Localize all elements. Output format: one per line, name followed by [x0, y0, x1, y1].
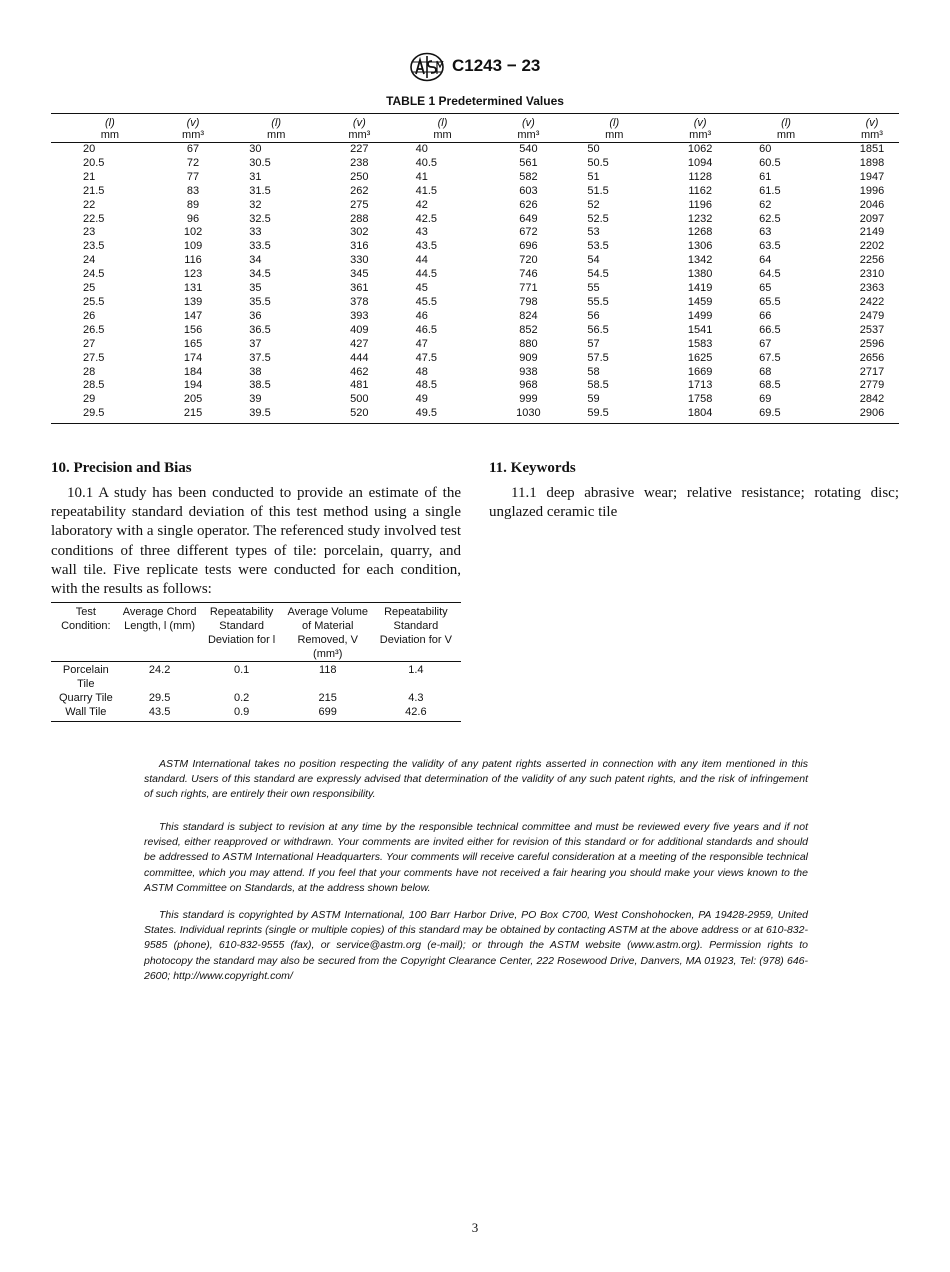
table1-cell: 626	[519, 198, 538, 211]
table-row	[51, 662, 461, 692]
table1-col-symbol: (l)	[727, 114, 845, 130]
revision-notice: This standard is subject to revision at any time by the responsible technical committee and must be reviewed every five years and if not revised, either reapproved or withdrawn. Your comments are invited either for revision of this standard or for additional standards and should be addressed to ASTM International Headquarters. Your comments will receive careful consideration at a meeting of the responsible technical committee, which you may attend. If you feel that your comments have not received a fair hearing you should make your views known to the ASTM Committee on Standards, at the address shown below.	[144, 821, 808, 894]
table1-cell: 49.5	[384, 407, 502, 423]
table1-cell: 63.5	[759, 240, 781, 253]
table1-cell: 250	[350, 170, 369, 183]
table2-header-cell: Average Chord Length, l (mm)	[121, 603, 199, 662]
table1-cell: 1804	[673, 407, 727, 423]
table1-cell: 1947	[859, 170, 885, 183]
table1-cell: 61.5	[759, 184, 781, 197]
table1-cell: 1459	[687, 295, 713, 308]
predetermined-values-table	[51, 113, 899, 424]
table1-cell: 42	[415, 198, 428, 211]
table1-cell: 36	[249, 309, 262, 322]
table-row	[51, 240, 899, 254]
table1-cell: 67	[759, 337, 772, 350]
table1-title: TABLE 1 Predetermined Values	[386, 94, 564, 108]
table1-cell: 37.5	[249, 351, 271, 364]
table1-cell: 540	[519, 143, 538, 155]
table1-cell: 720	[519, 254, 538, 267]
table1-cell: 165	[183, 337, 203, 350]
table1-cell: 1306	[687, 240, 713, 253]
table1-cell: 1851	[859, 143, 885, 155]
table1-cell: 2596	[859, 337, 885, 350]
table1-cell: 24	[83, 254, 96, 267]
table1-cell: 1625	[687, 351, 713, 364]
table1-cell: 68.5	[759, 379, 781, 392]
table1-cell: 1758	[687, 393, 713, 406]
table1-col-unit: mm	[51, 129, 169, 143]
table-row	[51, 143, 899, 157]
table2-cell: 0.1	[233, 664, 250, 676]
table1-cell: 109	[183, 240, 203, 253]
table1-cell: 184	[183, 365, 203, 378]
table-row	[51, 352, 899, 366]
table1-cell: 57.5	[587, 351, 609, 364]
table1-cell: 45	[415, 282, 428, 295]
table1-cell: 38.5	[249, 379, 271, 392]
table1-cell: 824	[519, 309, 538, 322]
table1-cell: 131	[183, 282, 203, 295]
section-10-heading: 10. Precision and Bias	[51, 460, 192, 476]
table1-cell: 89	[186, 198, 200, 211]
table1-cell: 59	[587, 393, 600, 406]
table2-header-cell: Test Condition:	[51, 603, 121, 662]
table1-col-unit: mm	[384, 129, 502, 143]
table1-cell: 852	[519, 323, 538, 336]
table1-col-unit: mm	[217, 129, 335, 143]
table1-cell: 672	[519, 226, 538, 239]
table1-cell: 44.5	[415, 268, 438, 281]
table1-cell: 66	[759, 309, 772, 322]
table1-cell: 2906	[845, 407, 899, 423]
table1-cell: 1380	[687, 268, 713, 281]
table1-col-symbol: (l)	[217, 114, 335, 130]
table1-cell: 116	[184, 254, 202, 267]
table1-cell: 238	[350, 156, 369, 169]
table1-cell: 54	[587, 254, 600, 267]
table1-cell: 2422	[859, 295, 885, 308]
section-10-paragraph: 10.1 A study has been conducted to provide an estimate of the repeatability standard deviation of this test method using a single laboratory with a single operator. The referenced study involved test conditions of three different types of tile: porcelain, quarry, and wall tile. Five replicate tests were conducted for each condition, with the results as follows:	[51, 485, 461, 598]
table-row	[51, 338, 899, 352]
table1-cell: 262	[350, 184, 369, 197]
table2-header-row	[51, 603, 461, 662]
table2-cell: 0.2	[233, 692, 250, 704]
table1-col-symbol: (v)	[673, 114, 727, 130]
table1-cell: 54.5	[587, 268, 609, 281]
table1-cell: 56.5	[587, 323, 609, 336]
table-row	[51, 254, 899, 268]
table2-cell: 29.5	[148, 692, 171, 704]
table1-cell: 46	[415, 309, 428, 322]
table1-cell: 45.5	[415, 295, 438, 308]
table1-cell: 51	[587, 170, 600, 183]
table1-unit-row	[51, 129, 899, 143]
table1-col-symbol: (v)	[501, 114, 555, 130]
table1-cell: 1232	[687, 212, 713, 225]
table2-header-cell: Repeatability Standard Deviation for l	[199, 603, 285, 662]
table1-cell: 77	[186, 170, 200, 183]
table1-cell: 603	[519, 184, 538, 197]
table1-cell: 69	[759, 393, 772, 406]
table1-cell: 462	[350, 365, 369, 378]
table1-cell: 58	[587, 365, 600, 378]
table1-col-symbol: (l)	[51, 114, 169, 130]
table1-cell: 393	[350, 309, 369, 322]
table1-col-unit: mm	[727, 129, 845, 143]
table1-cell: 23	[83, 226, 96, 239]
table1-col-unit: mm³	[169, 129, 218, 143]
table1-cell: 39	[249, 393, 262, 406]
table1-cell: 69.5	[727, 407, 845, 423]
table1-cell: 44	[415, 254, 428, 267]
table1-col-unit: mm³	[501, 129, 555, 143]
table1-cell: 40.5	[415, 156, 438, 169]
table1-cell: 62	[759, 198, 772, 211]
table1-cell: 316	[350, 240, 369, 253]
precision-results-table	[51, 602, 461, 722]
table1-col-unit: mm³	[845, 129, 899, 143]
table1-cell: 38	[249, 365, 262, 378]
table1-cell: 1162	[688, 184, 712, 197]
table1-cell: 36.5	[249, 323, 271, 336]
table1-cell: 174	[183, 351, 203, 364]
table1-cell: 52	[587, 198, 600, 211]
table-row	[51, 393, 899, 407]
table1-cell: 1713	[687, 379, 713, 392]
table1-cell: 67.5	[759, 351, 781, 364]
table1-cell: 47	[415, 337, 428, 350]
table1-cell: 2363	[859, 282, 885, 295]
astm-logo-icon	[409, 52, 445, 82]
table1-cell: 147	[183, 309, 203, 322]
table1-col-symbol: (l)	[384, 114, 502, 130]
table1-col-symbol: (v)	[335, 114, 384, 130]
table1-cell: 65	[759, 282, 772, 295]
table1-cell: 2149	[859, 226, 885, 239]
table1-cell: 30	[249, 143, 262, 155]
table1-col-symbol: (l)	[555, 114, 673, 130]
table2-header-cell: Average Volume of Material Removed, V (mm³)	[285, 603, 371, 662]
table1-cell: 746	[519, 268, 538, 281]
document-code: C1243 − 23	[452, 56, 541, 75]
table1-cell: 35.5	[249, 295, 271, 308]
table1-col-symbol: (v)	[845, 114, 899, 130]
table1-cell: 361	[350, 282, 369, 295]
table1-cell: 880	[519, 337, 538, 350]
table1-cell: 32.5	[249, 212, 271, 225]
table1-col-unit: mm³	[673, 129, 727, 143]
table1-cell: 53	[587, 226, 600, 239]
table-row	[51, 691, 461, 705]
section-11-paragraph: 11.1 deep abrasive wear; relative resistance; rotating disc; unglazed ceramic tile	[489, 485, 899, 521]
table1-cell: 50.5	[587, 156, 609, 169]
table1-cell: 500	[350, 393, 369, 406]
table1-cell: 42.5	[415, 212, 438, 225]
patent-rights-notice: ASTM International takes no position respecting the validity of any patent rights asserted in connection with any item mentioned in this standard. Users of this standard are expressly advised that determination of the validity of any such patent rights, and the risk of infringement of such rights, are entirely their own responsibility.	[144, 758, 808, 801]
table1-cell: 561	[519, 156, 538, 169]
table1-cell: 41	[415, 170, 428, 183]
table1-cell: 2656	[859, 351, 885, 364]
table1-cell: 22	[83, 198, 96, 211]
table1-cell: 999	[519, 393, 538, 406]
table1-cell: 696	[519, 240, 538, 253]
table1-cell: 52.5	[587, 212, 609, 225]
table1-cell: 51.5	[587, 184, 609, 197]
table1-cell: 1268	[687, 226, 713, 239]
table1-cell: 61	[759, 170, 772, 183]
table1-cell: 60.5	[759, 156, 781, 169]
table1-cell: 24.5	[83, 268, 105, 281]
table1-cell: 2046	[859, 198, 885, 211]
table2-header-cell: Repeatability Standard Deviation for V	[371, 603, 461, 662]
table-row	[51, 324, 899, 338]
table2-cell: 1.4	[408, 664, 424, 676]
table-row	[51, 310, 899, 324]
table1-cell: 96	[186, 212, 200, 225]
table1-cell: 32	[249, 198, 262, 211]
table1-cell: 72	[186, 156, 200, 169]
table1-cell: 27.5	[83, 351, 105, 364]
table1-cell: 215	[169, 407, 218, 423]
table2-cell: Wall Tile	[51, 705, 121, 722]
table1-cell: 37	[249, 337, 262, 350]
table1-cell: 58.5	[587, 379, 609, 392]
table1-cell: 53.5	[587, 240, 609, 253]
table1-cell: 46.5	[415, 323, 438, 336]
table1-col-unit: mm³	[335, 129, 384, 143]
table1-cell: 56	[587, 309, 600, 322]
table1-cell: 21	[83, 170, 96, 183]
table1-cell: 582	[519, 170, 538, 183]
table1-cell: 34	[249, 254, 262, 267]
table1-cell: 68	[759, 365, 772, 378]
table1-cell: 31.5	[249, 184, 271, 197]
section-11-heading: 11. Keywords	[489, 460, 576, 476]
table1-cell: 2479	[859, 309, 885, 322]
table1-cell: 444	[350, 351, 369, 364]
table1-cell: 139	[183, 295, 203, 308]
table1-cell: 65.5	[759, 295, 781, 308]
table-row	[51, 705, 461, 722]
table2-cell: 43.5	[121, 705, 199, 722]
table2-cell: 42.6	[371, 705, 461, 722]
table1-cell: 50	[587, 143, 600, 155]
table1-cell: 33	[249, 226, 262, 239]
table1-cell: 2537	[859, 323, 885, 336]
table1-cell: 330	[350, 254, 369, 267]
table1-cell: 409	[350, 323, 369, 336]
table2-cell: Porcelain Tile	[62, 664, 109, 690]
table-row	[51, 407, 899, 423]
table1-cell: 1541	[687, 323, 713, 336]
table1-cell: 1996	[859, 184, 885, 197]
table2-cell: 0.9	[199, 705, 285, 722]
table2-cell: Quarry Tile	[58, 692, 113, 704]
table2-cell: 118	[318, 664, 337, 676]
table1-cell: 1128	[688, 170, 712, 183]
table1-cell: 1499	[687, 309, 713, 322]
table1-cell: 1669	[687, 365, 713, 378]
table1-cell: 21.5	[83, 184, 105, 197]
table1-cell: 31	[249, 170, 262, 183]
table1-cell: 66.5	[759, 323, 781, 336]
table1-cell: 123	[183, 268, 203, 281]
table1-cell: 43	[415, 226, 428, 239]
table1-cell: 64.5	[759, 268, 781, 281]
table1-cell: 28	[83, 365, 96, 378]
table1-symbol-row	[51, 114, 899, 130]
table1-cell: 378	[350, 295, 369, 308]
table1-cell: 909	[519, 351, 538, 364]
table1-body	[51, 143, 899, 424]
table1-cell: 20.5	[83, 156, 105, 169]
table1-cell: 60	[759, 143, 772, 155]
table1-cell: 771	[519, 282, 538, 295]
table-row	[51, 296, 899, 310]
table1-cell: 205	[183, 393, 203, 406]
table1-cell: 48	[415, 365, 428, 378]
table-row	[51, 226, 899, 240]
table-row	[51, 268, 899, 282]
table1-cell: 41.5	[415, 184, 438, 197]
table1-cell: 227	[350, 143, 369, 155]
table-row	[51, 366, 899, 380]
table1-cell: 48.5	[415, 379, 438, 392]
page-header	[0, 50, 950, 84]
table1-cell: 59.5	[555, 407, 673, 423]
table-row	[51, 185, 899, 199]
table2-cell: 699	[285, 705, 371, 722]
table1-col-symbol: (v)	[169, 114, 218, 130]
table-row	[51, 199, 899, 213]
table1-cell: 64	[759, 254, 772, 267]
table1-cell: 194	[183, 379, 203, 392]
table1-cell: 288	[350, 212, 369, 225]
table1-cell: 427	[350, 337, 369, 350]
table1-cell: 57	[587, 337, 600, 350]
table-row	[51, 282, 899, 296]
table1-cell: 25	[83, 282, 96, 295]
table1-cell: 30.5	[249, 156, 271, 169]
table-row	[51, 379, 899, 393]
table1-cell: 28.5	[83, 379, 105, 392]
table1-cell: 1196	[688, 198, 712, 211]
table1-cell: 2097	[859, 212, 885, 225]
table1-cell: 302	[350, 226, 369, 239]
table2-cell: 24.2	[148, 664, 171, 676]
table1-cell: 649	[519, 212, 538, 225]
table1-cell: 33.5	[249, 240, 271, 253]
table1-cell: 2256	[859, 254, 885, 267]
table1-cell: 481	[350, 379, 369, 392]
table1-cell: 1342	[687, 254, 713, 267]
table1-cell: 67	[186, 143, 200, 155]
table1-cell: 1419	[687, 282, 713, 295]
table1-cell: 26.5	[83, 323, 105, 336]
table1-cell: 1583	[687, 337, 713, 350]
table1-cell: 55.5	[587, 295, 609, 308]
table1-cell: 63	[759, 226, 772, 239]
table1-cell: 2779	[859, 379, 885, 392]
table1-cell: 968	[519, 379, 538, 392]
table1-cell: 798	[519, 295, 538, 308]
table1-cell: 156	[183, 323, 203, 336]
table1-cell: 22.5	[83, 212, 105, 225]
table1-cell: 34.5	[249, 268, 271, 281]
table1-cell: 1030	[501, 407, 555, 423]
table1-cell: 55	[587, 282, 600, 295]
table1-cell: 29.5	[51, 407, 169, 423]
table1-cell: 102	[183, 226, 203, 239]
table1-cell: 520	[335, 407, 384, 423]
table1-cell: 275	[350, 198, 369, 211]
table1-cell: 938	[519, 365, 538, 378]
table1-cell: 1094	[687, 156, 713, 169]
table1-col-unit: mm	[555, 129, 673, 143]
table1-cell: 47.5	[415, 351, 438, 364]
table1-cell: 25.5	[83, 295, 105, 308]
table1-cell: 49	[415, 393, 428, 406]
table-row	[51, 213, 899, 227]
table1-cell: 40	[415, 143, 428, 155]
table2-cell: 215	[318, 692, 337, 704]
table2-cell: 4.3	[408, 692, 424, 704]
table1-cell: 29	[83, 393, 96, 406]
table1-cell: 2717	[859, 365, 885, 378]
table1-cell: 39.5	[217, 407, 335, 423]
table1-cell: 2842	[859, 393, 885, 406]
table1-cell: 2202	[859, 240, 885, 253]
table1-cell: 23.5	[83, 240, 105, 253]
table-row	[51, 171, 899, 185]
table1-cell: 43.5	[415, 240, 438, 253]
table1-cell: 83	[186, 184, 200, 197]
table1-cell: 20	[83, 143, 96, 155]
table-row	[51, 157, 899, 171]
table1-cell: 35	[249, 282, 262, 295]
table1-cell: 345	[350, 268, 369, 281]
table1-cell: 62.5	[759, 212, 781, 225]
page-number: 3	[471, 1220, 479, 1235]
table1-cell: 27	[83, 337, 96, 350]
table1-cell: 26	[83, 309, 96, 322]
table1-cell: 1898	[859, 156, 885, 169]
table1-cell: 2310	[859, 268, 885, 281]
table2-body	[51, 662, 461, 722]
copyright-notice: This standard is copyrighted by ASTM International, 100 Barr Harbor Drive, PO Box C700, West Conshohocken, PA 19428-2959, United States. Individual reprints (single or multiple copies) of this standard may be obtained by contacting ASTM at the above address or at 610-832-9585 (phone), 610-832-9555 (fax), or service@astm.org (e-mail); or through the ASTM website (www.astm.org). Permission rights to photocopy the standard may also be secured from the Copyright Clearance Center, 222 Rosewood Drive, Danvers, MA 01923, Tel: (978) 646-2600; http://www.copyright.com/	[144, 909, 808, 982]
table1-cell: 1062	[687, 143, 713, 155]
